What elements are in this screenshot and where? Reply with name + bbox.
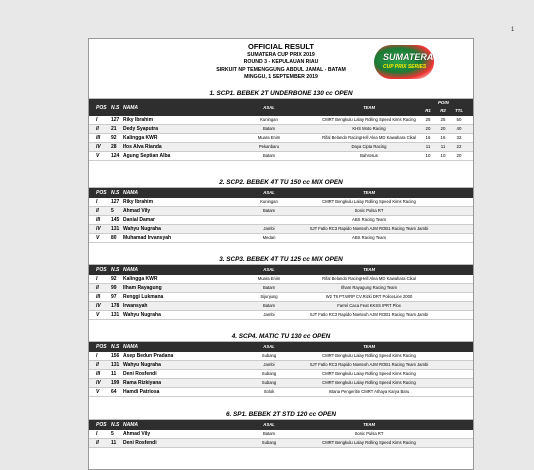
cell-pos: III [96, 294, 101, 300]
cell-nama: Riky Ibrahim [123, 199, 154, 205]
result-section [89, 89, 473, 161]
col-pos-header: POS [96, 190, 107, 196]
section-title: 2. SCP2. BEBEK 4T TU 150 cc MIX OPEN [89, 178, 473, 188]
cell-ns: 131 [111, 312, 120, 318]
cell-team: CMRT Bengkulu Lalay Rolling Speed Kims Racing [322, 353, 416, 358]
table-row [89, 430, 473, 439]
col-nama-header: NAMA [123, 267, 138, 273]
cell-pos: IV [96, 380, 101, 386]
cell-r2: 16 [440, 135, 446, 140]
cell-ns: 124 [111, 153, 120, 159]
table-row [89, 352, 473, 361]
cell-asal: Subang [261, 380, 277, 385]
table-row [89, 125, 473, 134]
cell-nama: Asep Bedun Pradana [123, 353, 174, 359]
table-row [89, 284, 473, 293]
table-body [89, 352, 473, 397]
cell-team: SJT Fatlo RC3 Rapido Noeteoh AJM ROB1 Racing Team Jambi [309, 362, 429, 367]
col-nama-header: NAMA [123, 422, 138, 428]
cell-ns: 11 [111, 371, 117, 377]
cell-team: CMRT Bengkulu Lalay Rolling Speed Kims Racing [322, 371, 416, 376]
col-team-header: TEAM [363, 190, 375, 195]
col-asal-header: ASAL [263, 422, 275, 427]
table-row [89, 361, 473, 370]
cell-ns: 199 [111, 380, 120, 386]
col-nama-header: NAMA [123, 105, 138, 111]
cell-asal: Medan [262, 235, 276, 240]
col-ttl-header: TTL [454, 108, 464, 113]
cell-nama: Ifos Alva Rianda [123, 144, 162, 150]
table-row [89, 234, 473, 243]
cell-pos: II [96, 208, 99, 214]
table-row [89, 302, 473, 311]
cell-r2: 25 [440, 117, 446, 122]
cell-nama: Wahyu Nugraha [123, 312, 161, 318]
table-row [89, 198, 473, 207]
cell-ns: 127 [111, 117, 120, 123]
col-nama-header: NAMA [123, 344, 138, 350]
section-title: 1. SCP1. BEBEK 2T UNDERBONE 130 cc OPEN [89, 89, 473, 99]
cell-pos: III [96, 217, 101, 223]
cell-team: CMRT Bengkulu Lalay Rolling Speed Kims Racing [322, 440, 416, 445]
event-logo [374, 45, 434, 79]
col-r2-header: R2 [440, 108, 446, 113]
cell-ns: 145 [111, 217, 120, 223]
cell-team: Rifal Belando RacingHell Alea MD Kawahara Cikal [322, 276, 416, 281]
cell-asal: Jambi [263, 226, 275, 231]
cell-team: Sonic Pulsa RT [354, 431, 384, 436]
table-row [89, 388, 473, 397]
cell-pos: II [96, 126, 99, 132]
table-row [89, 116, 473, 125]
cell-asal: Batam [262, 126, 276, 131]
table-row [89, 293, 473, 302]
logo-text: SUMATERA [383, 52, 434, 62]
cell-nama: Agung Septian Alba [123, 153, 171, 159]
col-team-header: TEAM [363, 105, 375, 110]
col-team-header: TEAM [363, 422, 375, 427]
cell-pos: I [96, 431, 98, 437]
col-ns-header: N.S [111, 344, 120, 350]
event-name: SUMATERA CUP PRIX 2019 [247, 51, 315, 58]
section-title: 6. SP1. BEBEK 2T STD 120 cc OPEN [89, 410, 473, 420]
cell-ns: 127 [111, 199, 120, 205]
cell-pos: IV [96, 303, 101, 309]
col-r1-header: R1 [425, 108, 431, 113]
section-title: 3. SCP3. BEBEK 4T TU 125 cc MIX OPEN [89, 255, 473, 265]
cell-team: ABS Racing Team [352, 235, 386, 240]
cell-pos: V [96, 153, 100, 159]
cell-nama: Dedy Syaputra [123, 126, 159, 132]
cell-ttl: 32 [456, 135, 462, 140]
table-row [89, 225, 473, 234]
cell-asal: Pekanbaru [258, 144, 280, 149]
table-body [89, 430, 473, 448]
cell-ns: 156 [111, 353, 120, 359]
cell-asal: Batam [262, 303, 276, 308]
table-body [89, 198, 473, 243]
cell-nama: Riky Ibrahim [123, 117, 154, 123]
cell-team: KHS Moto Racing [352, 126, 386, 131]
cell-asal: Subang [261, 371, 277, 376]
cell-ns: 178 [111, 303, 120, 309]
cell-ns: 28 [111, 144, 117, 150]
cell-pos: III [96, 371, 101, 377]
table-row [89, 216, 473, 225]
cell-ns: 97 [111, 294, 117, 300]
cell-pos: II [96, 440, 99, 446]
cell-pos: I [96, 117, 98, 123]
cell-ns: 131 [111, 362, 120, 368]
cell-nama: Deni Rosfendi [123, 371, 157, 377]
table-row [89, 275, 473, 284]
cell-nama: Deni Rosfendi [123, 440, 157, 446]
cell-r2: 20 [440, 126, 446, 131]
table-header [89, 265, 473, 275]
cell-team: Rifal Belando RacingHell Alea MD Kawahara Cikal [322, 135, 416, 140]
cell-team: Sonic Pulsa RT [354, 208, 384, 213]
cell-team: CMRT Bengkulu Lalay Rolling Speed Kims Racing [322, 380, 416, 385]
col-pos-header: POS [96, 422, 107, 428]
circuit-name: SIRKUIT NP TEMENGGUNG ABDUL JAMAL - BATAM [216, 66, 346, 73]
table-row [89, 379, 473, 388]
event-date: MINGGU, 1 SEPTEMBER 2019 [244, 74, 318, 80]
cell-nama: Ahmad Vily [123, 208, 151, 214]
table-row [89, 207, 473, 216]
col-pos-header: POS [96, 344, 107, 350]
cell-r2: 11 [440, 144, 446, 149]
cell-team: Ilham Rayagung Racing Team [340, 285, 398, 290]
cell-asal: Batam [262, 431, 276, 436]
cell-asal: Jambi [263, 362, 275, 367]
cell-ns: 21 [111, 126, 117, 132]
cell-asal: Solok [263, 389, 275, 394]
cell-nama: Kalingga KWR [123, 135, 158, 141]
col-team-header: TEAM [363, 267, 375, 272]
cell-ns: 92 [111, 135, 117, 141]
cell-ttl: 40 [456, 126, 462, 131]
col-ns-header: N.S [111, 422, 120, 428]
result-section [89, 332, 473, 397]
cell-r1: 16 [425, 135, 431, 140]
cell-asal: Kuningan [260, 199, 278, 204]
cell-team: Bahrosus [360, 153, 378, 158]
cell-ns: 99 [111, 285, 117, 291]
table-row [89, 439, 473, 448]
cell-nama: Ahmad Vily [123, 431, 151, 437]
cell-ns: 64 [111, 389, 117, 395]
result-section [89, 410, 473, 448]
section-title: 4. SCP4. MATIC TU 130 cc OPEN [89, 332, 473, 342]
table-row [89, 143, 473, 152]
cell-pos: II [96, 285, 99, 291]
cell-pos: V [96, 389, 100, 395]
cell-nama: Muhamad Irvansyah [123, 235, 172, 241]
cell-pos: V [96, 235, 100, 241]
cell-nama: Danial Damar [123, 217, 155, 223]
col-poin-header: POIN [438, 100, 449, 105]
table-body [89, 275, 473, 320]
table-row [89, 134, 473, 143]
cell-r1: 11 [425, 144, 431, 149]
cell-pos: IV [96, 226, 101, 232]
col-pos-header: POS [96, 105, 107, 111]
col-ns-header: N.S [111, 190, 120, 196]
cell-asal: Muara Enim [257, 135, 281, 140]
cell-pos: I [96, 199, 98, 205]
cell-nama: Wahyu Nugraha [123, 226, 161, 232]
cell-ttl: 50 [456, 117, 462, 122]
col-asal-header: ASAL [263, 344, 275, 349]
cell-team: Daya Cipta Racing [351, 144, 387, 149]
table-header [89, 188, 473, 198]
cell-nama: Wahyu Nugraha [123, 362, 161, 368]
cell-team: Istana Pengeritin CMRT Athaya Karya Baru [328, 389, 410, 394]
result-section [89, 255, 473, 320]
logo-subtext: CUP PRIX SERIES [383, 64, 427, 70]
cell-team: CMRT Bengkulu Lalay Rolling Speed Kims Racing [322, 199, 416, 204]
col-asal-header: ASAL [263, 105, 275, 110]
table-header [89, 342, 473, 352]
cell-pos: III [96, 135, 101, 141]
cell-nama: Irwansyah [123, 303, 148, 309]
cell-nama: Rama Rizkiyana [123, 380, 162, 386]
col-nama-header: NAMA [123, 190, 138, 196]
table-row [89, 311, 473, 320]
cell-nama: Ilham Rayagung [123, 285, 162, 291]
cell-nama: Hamdi Patriosa [123, 389, 160, 395]
cell-asal: Subang [261, 353, 277, 358]
cell-ns: 80 [111, 235, 117, 241]
cell-ns: 11 [111, 440, 117, 446]
table-body [89, 116, 473, 161]
table-row [89, 370, 473, 379]
cell-team: Farrel Caca Feat KKSS IPRT Plox [337, 303, 401, 308]
document-title: OFFICIAL RESULT [248, 42, 314, 51]
cell-r1: 25 [425, 117, 431, 122]
col-ns-header: N.S [111, 105, 120, 111]
cell-asal: Kuningan [260, 117, 278, 122]
cell-pos: IV [96, 144, 101, 150]
cell-team: SJT Fatlo RC3 Rapido Noeteoh AJM ROB1 Racing Team Jambi [309, 226, 429, 231]
cell-pos: V [96, 312, 100, 318]
cell-asal: Batam [262, 208, 276, 213]
cell-ns: 92 [111, 276, 117, 282]
cell-nama: Kalingga KWR [123, 276, 158, 282]
result-document [88, 38, 474, 470]
cell-ns: 131 [111, 226, 120, 232]
cell-nama: Renggi Lukmana [123, 294, 164, 300]
cell-ttl: 22 [456, 144, 462, 149]
cell-pos: I [96, 353, 98, 359]
cell-ns: 5 [111, 431, 114, 437]
cell-ns: 5 [111, 208, 114, 214]
cell-pos: II [96, 362, 99, 368]
cell-ttl: 20 [456, 153, 462, 158]
cell-asal: Jambi [263, 312, 275, 317]
cell-team: SJT Fatlo RC3 Rapido Noeteoh AJM ROB1 Racing Team Jambi [309, 312, 429, 317]
cell-asal: Sijunjung [260, 294, 278, 299]
table-header [89, 420, 473, 430]
cell-r1: 20 [425, 126, 431, 131]
round-name: ROUND 3 - KEPULAUAN RIAU [243, 59, 319, 65]
table-row [89, 152, 473, 161]
table-header [89, 99, 473, 116]
result-section [89, 178, 473, 243]
col-asal-header: ASAL [263, 267, 275, 272]
cell-team: ABS Racing Team [352, 217, 386, 222]
col-ns-header: N.S [111, 267, 120, 273]
cell-asal: Batam [262, 285, 276, 290]
cell-team: W2 T8 PT.WRP CV.Rizki DRT PoliceLine 2000 [325, 294, 413, 299]
cell-r2: 10 [440, 153, 446, 158]
col-team-header: TEAM [363, 344, 375, 349]
cell-r1: 10 [425, 153, 431, 158]
col-pos-header: POS [96, 267, 107, 273]
cell-pos: I [96, 276, 98, 282]
cell-asal: Subang [261, 440, 277, 445]
page-number: 1 [511, 27, 515, 33]
cell-team: CMRT Bengkulu Lalay Rolling Speed Kims Racing [322, 117, 416, 122]
cell-asal: Batam [262, 153, 276, 158]
col-asal-header: ASAL [263, 190, 275, 195]
cell-asal: Muara Enim [257, 276, 281, 281]
